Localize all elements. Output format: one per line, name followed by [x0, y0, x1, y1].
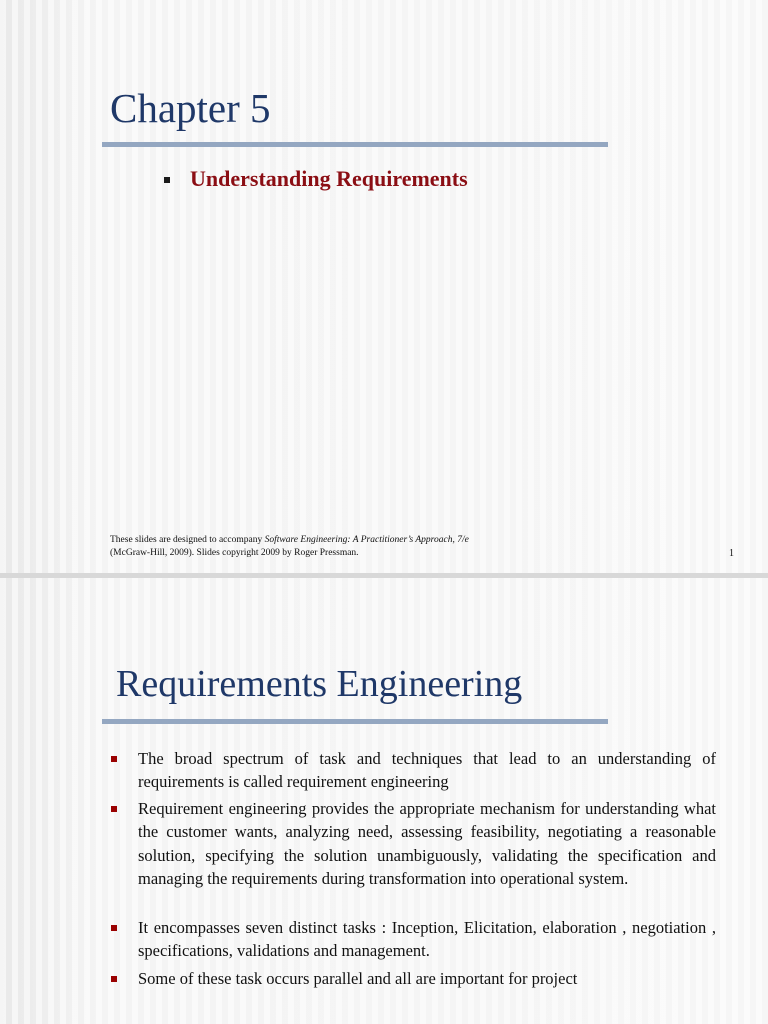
slide-footer [110, 534, 469, 560]
bullet-text: Requirement engineering provides the appropriate mechanism for understanding what the customer wants, analyzing need, assessing feasibility, negotiating a reasonable solution, specifying the solution unambiguously, validating the specification and managing the requirements during transformation into operational system. [138, 799, 716, 888]
page-number: 1 [729, 548, 734, 559]
bullet-item [138, 967, 716, 990]
bullet-square-icon [111, 806, 117, 812]
slide-title: Requirements Engineering [116, 663, 523, 705]
bullet-square-icon [111, 925, 117, 931]
footer-book-title: Software Engineering: A Practitioner’s Approach, 7/e [264, 535, 469, 545]
bullet-item [138, 916, 716, 963]
bullet-text: The broad spectrum of task and techniques that lead to an understanding of requirements is called requirement engineering [138, 749, 716, 792]
title-rule [102, 719, 608, 724]
footer-copyright: (McGraw-Hill, 2009). Slides copyright 2009 by Roger Pressman. [110, 548, 359, 558]
title-rule [102, 142, 608, 147]
bullet-text: Some of these task occurs parallel and all are important for project [138, 969, 578, 988]
bullet-item [138, 797, 716, 890]
slide-subtitle: Understanding Requirements [190, 166, 468, 191]
bullet-square-icon [111, 976, 117, 982]
slide-title: Chapter 5 [110, 85, 271, 131]
bullet-text: It encompasses seven distinct tasks : Inception, Elicitation, elaboration , negotiation , specifications, validations and management. [138, 918, 716, 961]
bullet-square-icon [111, 756, 117, 762]
footer-text: These slides are designed to accompany [110, 535, 265, 545]
bullet-item [138, 747, 716, 794]
slide-2 [0, 578, 768, 1024]
bullet-square-icon [164, 177, 170, 183]
